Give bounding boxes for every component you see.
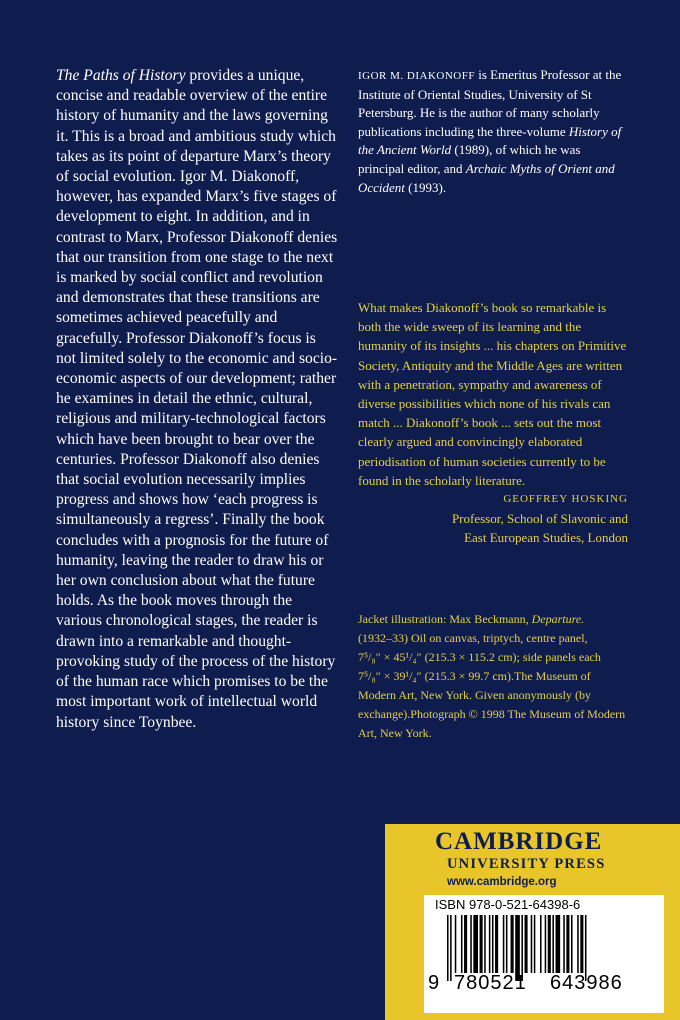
barcode-bar [525, 915, 528, 973]
jacket-dimensions: 7⁵/₈″ × 39¹/₄″ (215.3 × 99.7 cm).The Museum of [358, 669, 591, 683]
reviewer-affiliation: East European Studies, London [464, 530, 628, 546]
jacket-dimensions: 7⁵/₈″ × 45¹/₄″ (215.3 × 115.2 cm); side panels each [358, 650, 601, 664]
barcode-bar [511, 915, 514, 973]
barcode-digits-left: 780521 [454, 972, 527, 994]
review-quote [358, 298, 628, 548]
barcode-bar [552, 915, 554, 973]
barcode-bar [563, 915, 565, 973]
quote-text: What makes Diakonoff’s book so remarkable is both the wide sweep of its learning and the humanity of its insights ... his chapters on Primitive Society, Antiquity and the Middle Ages are written with a penetration, sympathy and awareness of diverse possibilities which none of his rivals can match ... Diakonoff’s book ... sets out the most clearly argued and convincingly elaborated periodisation of human societies currently to be found in the scholarly literature. [358, 300, 627, 488]
barcode-bar [577, 915, 579, 973]
barcode-bar [450, 915, 452, 981]
barcode-bar [455, 915, 457, 973]
author-bio-text: (1989), of which he was principal editor, and [358, 142, 581, 176]
barcode-bar [548, 915, 551, 973]
barcode-bar [556, 915, 561, 973]
barcode-bar [545, 915, 547, 973]
barcode-bar [461, 915, 463, 973]
barcode-bar [480, 915, 483, 973]
barcode-box [424, 895, 664, 1013]
jacket-credit [358, 610, 628, 743]
barcode-bar [580, 915, 583, 973]
barcode-bar [534, 915, 536, 973]
book-description [56, 66, 338, 733]
author-bio-text: is Emeritus Professor at the Institute of Oriental Studies, University of St Petersburg. He is the author of many scholarly publications including the three-volume [358, 67, 622, 139]
author-book-title: Archaic Myths of Orient and Occident [358, 160, 615, 195]
author-bio [358, 66, 628, 197]
barcode-bar [464, 915, 467, 973]
barcode-bar [492, 915, 494, 973]
author-bio-text: (1993). [404, 179, 447, 195]
jacket-credit-text: Jacket illustration: Max Beckmann, [358, 612, 532, 626]
reviewer-affiliation: Professor, School of Slavonic and [451, 511, 628, 527]
barcode-bar [540, 915, 542, 973]
barcode-bar [503, 915, 505, 973]
barcode-bar [447, 915, 449, 981]
description-text: provides a unique, concise and readable overview of the entire history of humanity and the laws governing it. This is a broad and ambitious study which takes as its point of departure Marx’s theory of social evolution. Igor M. Diakonoff, however, has expanded Marx’s five stages of development to eight. In addition, and in contrast to Marx, Professor Diakonoff denies that our transition from one stage to the next is marked by social conflict and revolution and demonstrates that these transitions are sometimes achieved peacefully and gracefully. Professor Diakonoff’s focus is not limited solely to the economic and socio-economic aspects of our development; rather he examines in detail the ethnic, cultural, religious and military-technological factors which have been brought to bear over the centuries. Professor Diakonoff also denies that social evolution necessarily implies progress and shows how ‘each progress is simultaneously a regress’. Finally the book concludes with a prognosis for the future of humanity, leaving the reader to draw his or her own conclusion about what the future holds. As the book moves through the various chronological stages, the reader is drawn into a remarkable and thought-provoking study of the process of the history of the human race which promises to be the most important work of intellectual world history since Toynbee. [56, 67, 338, 731]
book-title: The Paths of History [56, 67, 186, 84]
publisher-block [385, 824, 680, 1020]
barcode-bar [571, 915, 573, 973]
barcode-digits-right: 643986 [550, 972, 623, 994]
jacket-credit-text: Modern Art, New York. Given anonymously (by exchange).Photograph © 1998 The Museum of Modern Art, New York. [358, 688, 626, 740]
barcode-bar [566, 915, 569, 973]
barcode-bar [473, 915, 478, 973]
publisher-name: CAMBRIDGE [435, 828, 603, 855]
publisher-subtitle: UNIVERSITY PRESS [447, 856, 606, 872]
publisher-url: www.cambridge.org [447, 876, 557, 888]
author-name: IGOR M. DIAKONOFF [358, 70, 475, 82]
barcode-bar [495, 915, 498, 973]
review-attribution [358, 490, 628, 548]
barcode-bar [531, 915, 533, 973]
barcode-bar [484, 915, 486, 973]
reviewer-name: GEOFFREY HOSKING [503, 493, 628, 506]
barcode-bar [470, 915, 472, 973]
jacket-credit-text: (1932–33) Oil on canvas, triptych, centre panel, [358, 631, 588, 645]
isbn-label: ISBN 978-0-521-64398-6 [435, 897, 581, 912]
artwork-title: Departure. [531, 612, 585, 626]
barcode-bar [506, 915, 508, 973]
barcode-bar [489, 915, 491, 973]
author-book-title: History of the Ancient World [358, 123, 622, 158]
barcode-digit-first: 9 [428, 972, 441, 994]
